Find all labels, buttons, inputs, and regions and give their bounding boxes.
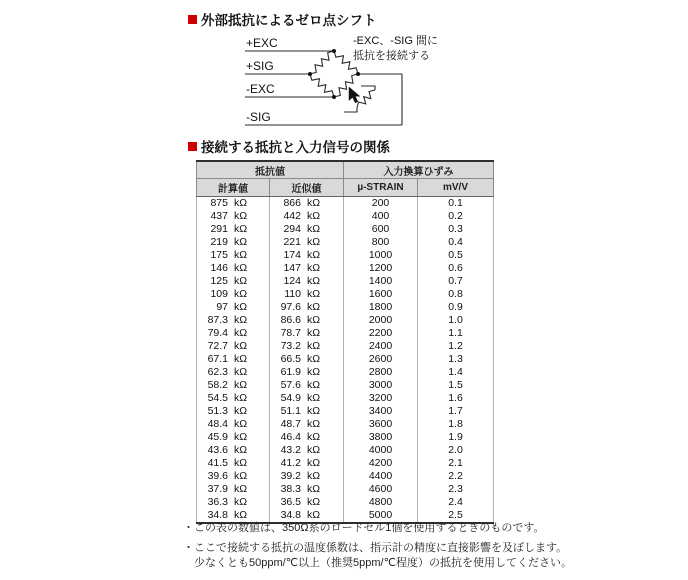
external-resistor [357,90,375,108]
cell-mvv: 0.1 [418,197,494,211]
cell-approximate-value: 66.5 kΩ [270,353,344,366]
cell-approximate-value: 54.9 kΩ [270,392,344,405]
table-row [197,470,494,483]
red-square-bullet [188,15,197,24]
cell-mvv: 2.0 [418,444,494,457]
cell-mvv: 2.4 [418,496,494,509]
cell-mvv: 2.3 [418,483,494,496]
cell-mvv: 0.5 [418,249,494,262]
cell-calculated-value: 125 kΩ [197,275,270,288]
cell-approximate-value: 221 kΩ [270,236,344,249]
cell-calculated-value: 54.5 kΩ [197,392,270,405]
red-square-bullet [188,142,197,151]
cell-calculated-value: 79.4 kΩ [197,327,270,340]
cell-mvv: 0.3 [418,223,494,236]
cell-calculated-value: 437 kΩ [197,210,270,223]
table-row [197,275,494,288]
cell-calculated-value: 97 kΩ [197,301,270,314]
cell-approximate-value: 41.2 kΩ [270,457,344,470]
table-row [197,431,494,444]
cell-mvv: 0.6 [418,262,494,275]
cell-mvv: 1.1 [418,327,494,340]
cell-calculated-value: 175 kΩ [197,249,270,262]
table-row [197,314,494,327]
cell-approximate-value: 294 kΩ [270,223,344,236]
cell-approximate-value: 57.6 kΩ [270,379,344,392]
cell-calculated-value: 37.9 kΩ [197,483,270,496]
cell-approximate-value: 46.4 kΩ [270,431,344,444]
bridge-resistor-bottom-left [310,74,334,97]
cell-mvv: 1.4 [418,366,494,379]
bridge-node-top [332,49,336,53]
cell-approximate-value: 73.2 kΩ [270,340,344,353]
section1-title-text: 外部抵抗によるゼロ点シフト [201,13,377,28]
cell-ustrain: 1400 [344,275,418,288]
cell-calculated-value: 87.3 kΩ [197,314,270,327]
cell-ustrain: 4200 [344,457,418,470]
col-header-mvv: mV/V [418,179,494,197]
cell-approximate-value: 124 kΩ [270,275,344,288]
note-line-3: 少なくとも50ppm/℃以上（推奨5ppm/℃程度）の抵抗を使用してください。 [194,557,572,569]
cell-ustrain: 4800 [344,496,418,509]
cell-ustrain: 3600 [344,418,418,431]
cell-ustrain: 3200 [344,392,418,405]
cell-mvv: 2.1 [418,457,494,470]
cell-ustrain: 1000 [344,249,418,262]
diagram-annotation-line2: 抵抗を接続する [353,50,430,62]
table-row [197,249,494,262]
footer-notes [183,521,572,571]
cell-approximate-value: 442 kΩ [270,210,344,223]
cell-mvv: 0.9 [418,301,494,314]
pointer-arrow-icon [349,87,360,103]
cell-approximate-value: 51.1 kΩ [270,405,344,418]
cell-approximate-value: 38.3 kΩ [270,483,344,496]
cell-approximate-value: 43.2 kΩ [270,444,344,457]
cell-approximate-value: 147 kΩ [270,262,344,275]
cell-approximate-value: 39.2 kΩ [270,470,344,483]
cell-calculated-value: 109 kΩ [197,288,270,301]
cell-ustrain: 2000 [344,314,418,327]
cell-approximate-value: 97.6 kΩ [270,301,344,314]
cell-mvv: 1.0 [418,314,494,327]
table-row [197,301,494,314]
cell-calculated-value: 41.5 kΩ [197,457,270,470]
bridge-node-bottom [332,95,336,99]
cell-ustrain: 2200 [344,327,418,340]
note-line-1: ・この表の数値は、350Ω系のロードセル1個を使用するときのものです。 [183,522,545,534]
cell-calculated-value: 58.2 kΩ [197,379,270,392]
cell-mvv: 0.2 [418,210,494,223]
cell-calculated-value: 36.3 kΩ [197,496,270,509]
diagram-annotation-line1: -EXC、-SIG 間に [353,35,438,47]
col-header-calculated: 計算値 [197,179,270,197]
cell-calculated-value: 43.6 kΩ [197,444,270,457]
cell-mvv: 0.7 [418,275,494,288]
cell-mvv: 2.5 [418,509,494,523]
table-row [197,210,494,223]
cell-ustrain: 2400 [344,340,418,353]
cell-approximate-value: 34.8 kΩ [270,509,344,523]
cell-ustrain: 3400 [344,405,418,418]
table-column-header-row [197,179,494,197]
wire-label-plus-exc: +EXC [246,36,278,50]
cell-approximate-value: 48.7 kΩ [270,418,344,431]
group-header-resistance: 抵抗値 [197,161,344,179]
bridge-circuit-diagram [240,26,475,132]
cell-approximate-value: 174 kΩ [270,249,344,262]
cell-calculated-value: 875 kΩ [197,197,270,211]
cell-mvv: 0.8 [418,288,494,301]
table-row [197,366,494,379]
cell-calculated-value: 48.4 kΩ [197,418,270,431]
cell-ustrain: 5000 [344,509,418,523]
cell-approximate-value: 110 kΩ [270,288,344,301]
table-group-header-row [197,161,494,179]
table-row [197,288,494,301]
table-row [197,197,494,211]
cell-ustrain: 2600 [344,353,418,366]
cell-mvv: 1.2 [418,340,494,353]
cell-approximate-value: 78.7 kΩ [270,327,344,340]
cell-ustrain: 600 [344,223,418,236]
cell-ustrain: 3800 [344,431,418,444]
cell-calculated-value: 219 kΩ [197,236,270,249]
cell-ustrain: 1200 [344,262,418,275]
cell-ustrain: 800 [344,236,418,249]
bridge-node-right [356,72,360,76]
table-row [197,236,494,249]
cell-calculated-value: 146 kΩ [197,262,270,275]
cell-calculated-value: 45.9 kΩ [197,431,270,444]
table-row [197,223,494,236]
cell-mvv: 1.7 [418,405,494,418]
group-header-input-strain: 入力換算ひずみ [344,161,494,179]
table-row [197,340,494,353]
cell-ustrain: 4400 [344,470,418,483]
cell-ustrain: 400 [344,210,418,223]
wire-label-minus-sig: -SIG [246,110,271,124]
cell-ustrain: 1600 [344,288,418,301]
cell-calculated-value: 39.6 kΩ [197,470,270,483]
table-row [197,327,494,340]
table-row [197,379,494,392]
external-resistor-lead-top [361,86,375,90]
cell-mvv: 1.8 [418,418,494,431]
cell-calculated-value: 34.8 kΩ [197,509,270,523]
cell-calculated-value: 51.3 kΩ [197,405,270,418]
col-header-ustrain: µ-STRAIN [344,179,418,197]
cell-calculated-value: 62.3 kΩ [197,366,270,379]
cell-ustrain: 200 [344,197,418,211]
cell-mvv: 0.4 [418,236,494,249]
wire-label-plus-sig: +SIG [246,59,274,73]
bridge-node-left [308,72,312,76]
cell-approximate-value: 61.9 kΩ [270,366,344,379]
cell-approximate-value: 36.5 kΩ [270,496,344,509]
section2-title-text: 接続する抵抗と入力信号の関係 [201,140,390,155]
resistance-table [196,160,494,524]
cell-approximate-value: 86.6 kΩ [270,314,344,327]
table-row [197,496,494,509]
table-row [197,262,494,275]
cell-ustrain: 1800 [344,301,418,314]
cell-ustrain: 2800 [344,366,418,379]
wire-label-minus-exc: -EXC [246,82,275,96]
note-line-2: ・ここで接続する抵抗の温度係数は、指示計の精度に直接影響を及ぼします。 [183,542,568,554]
cell-calculated-value: 291 kΩ [197,223,270,236]
table-row [197,444,494,457]
table-row [197,457,494,470]
table-row [197,392,494,405]
cell-mvv: 2.2 [418,470,494,483]
cell-approximate-value: 866 kΩ [270,197,344,211]
cell-calculated-value: 72.7 kΩ [197,340,270,353]
section2-title [188,136,390,156]
cell-ustrain: 4000 [344,444,418,457]
cell-mvv: 1.6 [418,392,494,405]
cell-calculated-value: 67.1 kΩ [197,353,270,366]
col-header-approximate: 近似値 [270,179,344,197]
cell-mvv: 1.9 [418,431,494,444]
table-row [197,483,494,496]
table-row [197,418,494,431]
cell-ustrain: 4600 [344,483,418,496]
bridge-resistor-top-left [310,51,334,74]
table-row [197,405,494,418]
cell-mvv: 1.3 [418,353,494,366]
cell-mvv: 1.5 [418,379,494,392]
table-row [197,353,494,366]
external-resistor-lead-bottom [344,108,357,112]
cell-ustrain: 3000 [344,379,418,392]
